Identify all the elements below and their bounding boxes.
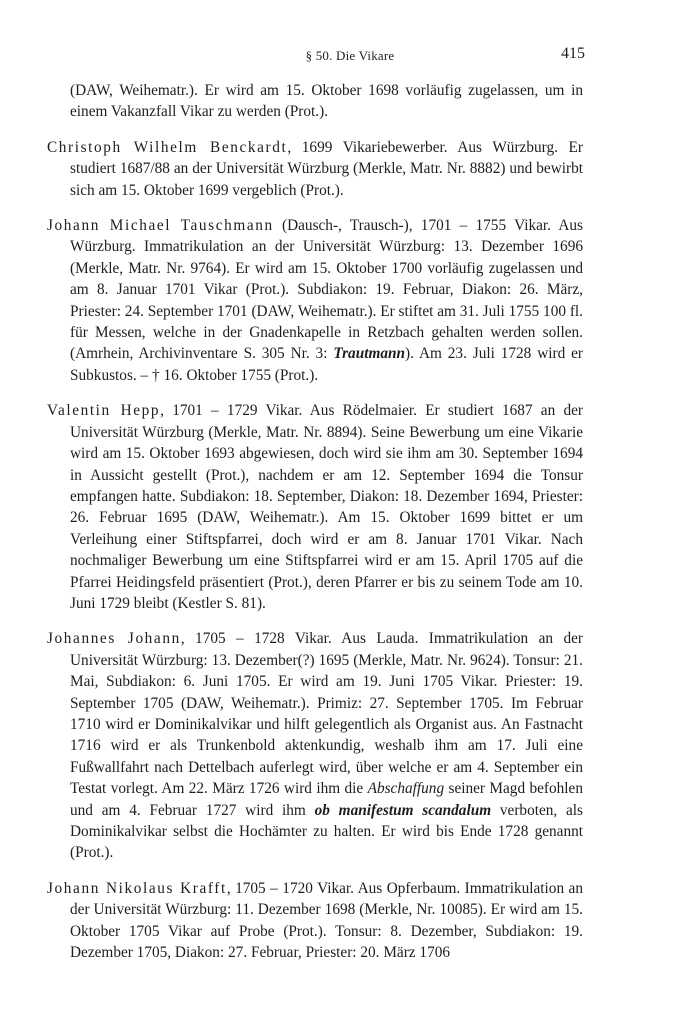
entry-hepp — [47, 400, 583, 614]
entry-text: seiner Magd befohlen und am 4. Februar 1727 wird ihm — [70, 780, 583, 819]
entry-name: Johann Nikolaus Krafft — [47, 879, 227, 897]
entry-name: Johannes Johann — [47, 630, 181, 648]
entry-text: , 1699 Vikariebewerber. Aus Würzburg. Er studiert 1687/88 an der Universität Würzburg (Merkle, Matr. Nr. 8882) und bewirbt sich am 15. Oktober 1699 vergeblich (Prot.). — [70, 138, 583, 199]
entry-text: ). Am 23. Juli 1728 wird er Subkustos. – † 16. Oktober 1755 (Prot.). — [70, 345, 583, 384]
entry-johann — [47, 628, 583, 863]
entry-krafft — [47, 878, 583, 964]
entry-text: verboten, als Dominikalvikar selbst die Hochämter zu halten. Er wird bis Ende 1728 genannt (Prot.). — [70, 801, 584, 862]
entry-text: , 1701 – 1729 Vikar. Aus Rödelmaier. Er studiert 1687 an der Universität Würzburg (Merkle, Matr. Nr. 8894). Seine Bewerbung um eine Vikarie wird am 15. Oktober 1693 abgewiesen, doch wird sie ihm am 30. September 1694 in Aussicht gestellt (Prot.), nachdem er am 12. September 1694 die Tonsur empfangen hatte. Subdiakon: 18. September, Diakon: 18. Dezember 1694, Priester: 26. Februar 1695 (DAW, Weihematr.). Am 15. Oktober 1699 bittet er um Verleihung einer Stiftspfarrei, doch wird er am 8. Januar 1701 Vikar. Nach nochmaliger Bewerbung um eine Stiftspfarrei wird er am 15. April 1705 auf die Pfarrei Heidingsfeld präsentiert (Prot.), deren Pfarrer er bis zu seinem Tode am 10. Juni 1729 bleibt (Kestler S. 81). — [70, 402, 584, 612]
body-text — [47, 80, 583, 977]
page-header — [0, 45, 700, 67]
entry-tauschmann — [47, 215, 583, 386]
entry-continuation — [47, 80, 583, 123]
running-title: § 50. Die Vikare — [305, 48, 395, 63]
entry-name: Christoph Wilhelm Benckardt — [47, 138, 288, 156]
entry-benckardt — [47, 137, 583, 201]
entry-text: (DAW, Weihematr.). Er wird am 15. Oktober 1698 vorläufig zugelassen, um in einem Vakanzfall Vikar zu werden (Prot.). — [70, 82, 583, 121]
entry-emphasis: Trautmann — [333, 345, 406, 363]
entry-name: Johann Michael Tauschmann — [47, 217, 274, 235]
entry-emphasis: ob manifestum scandalum — [314, 801, 492, 819]
entry-text: (Dausch-, Trausch-), 1701 – 1755 Vikar. Aus Würzburg. Immatrikulation an der Universität Würzburg: 13. Dezember 1696 (Merkle, Matr. Nr. 9764). Er wird am 15. Oktober 1700 vorläufig zugelassen und am 8. Januar 1701 Vikar (Prot.). Subdiakon: 19. Februar, Diakon: 26. März, Priester: 24. September 1701 (DAW, Weihematr.). Er stiftet am 31. Juli 1755 100 fl. für Messen, welche in der Gnadenkapelle in Retzbach gehalten werden sollen. (Amrhein, Archivinventare S. 305 Nr. 3: — [70, 217, 583, 363]
entry-text: , 1705 – 1728 Vikar. Aus Lauda. Immatrikulation an der Universität Würzburg: 13. Dezember(?) 1695 (Merkle, Matr. Nr. 9624). Tonsur: 21. Mai, Subdiakon: 6. Juni 1705. Er wird am 19. Juni 1705 Vikar. Priester: 19. September 1705 (DAW, Weihematr.). Primiz: 27. September 1705. Im Februar 1710 wird er Dominikalvikar und hilft gelegentlich als Organist aus. An Fastnacht 1716 wird er als Trunkenbold aktenkundig, weshalb ihm am 17. Juli eine Fußwallfahrt nach Dettelbach auferlegt wird, über welche er am 4. September ein Testat vorlegt. Am 22. März 1726 wird ihm die — [70, 630, 583, 798]
entry-name: Valentin Hepp — [47, 402, 161, 420]
entry-emphasis: Abschaffung — [367, 780, 445, 798]
entry-text: , 1705 – 1720 Vikar. Aus Opferbaum. Immatrikulation an der Universität Würzburg: 11. Dezember 1698 (Merkle, Nr. 10085). Er wird am 15. Oktober 1705 Vikar auf Probe (Prot.). Tonsur: 8. Dezember, Subdiakon: 19. Dezember 1705, Diakon: 27. Februar, Priester: 20. März 1706 — [70, 879, 583, 962]
page-number: 415 — [561, 45, 585, 62]
